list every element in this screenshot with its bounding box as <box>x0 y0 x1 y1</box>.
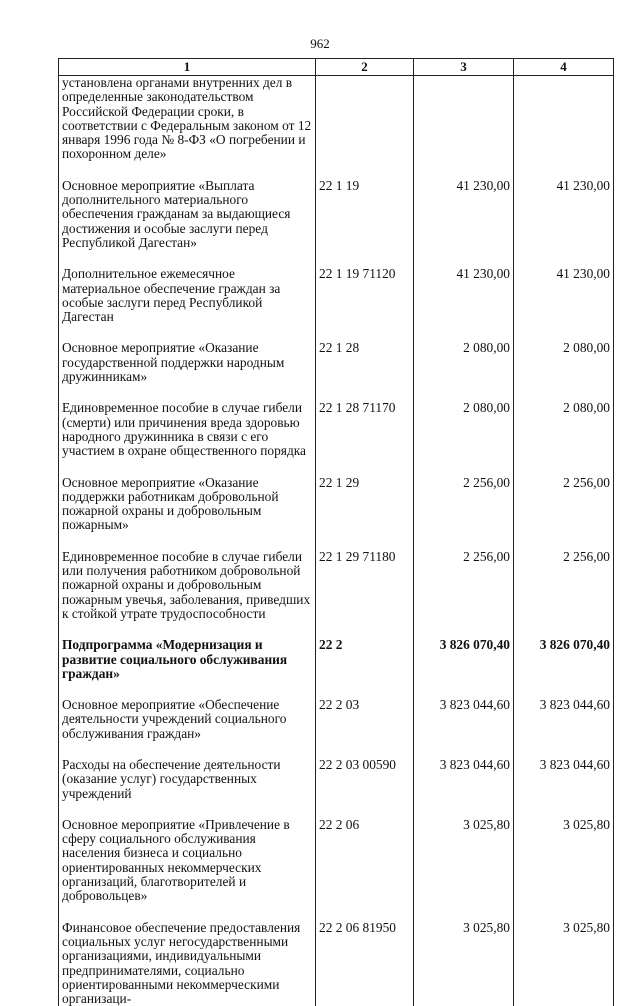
spacer-cell <box>316 459 414 476</box>
spacer-cell <box>59 801 316 818</box>
spacer-cell <box>514 459 614 476</box>
spacer-cell <box>59 533 316 550</box>
spacer-cell <box>514 162 614 179</box>
spacer-cell <box>316 324 414 341</box>
table-body <box>59 76 614 1006</box>
spacer-cell <box>59 384 316 401</box>
spacer-cell <box>414 384 514 401</box>
spacer-cell <box>514 801 614 818</box>
table-header-row <box>59 59 614 76</box>
row-amount-col4: 3 823 044,60 <box>514 758 614 801</box>
spacer-cell <box>316 741 414 758</box>
table-row <box>59 267 614 324</box>
row-name: Финансовое обеспечение предоставления социальных услуг негосударственными организациями, индивидуальными предпринимателями, социально ориентированными некоммерческими организаци- <box>59 921 316 1006</box>
spacer-cell <box>514 250 614 267</box>
spacer-cell <box>414 162 514 179</box>
spacer-cell <box>414 904 514 921</box>
spacer-cell <box>59 459 316 476</box>
row-amount-col3: 2 256,00 <box>414 476 514 533</box>
spacer-cell <box>59 741 316 758</box>
row-amount-col4: 41 230,00 <box>514 179 614 250</box>
row-name: Основное мероприятие «Обеспечение деятельности учреждений социального обслуживания граждан» <box>59 698 316 741</box>
spacer-cell <box>514 741 614 758</box>
row-spacer <box>59 459 614 476</box>
row-amount-col4: 3 826 070,40 <box>514 638 614 681</box>
table-row <box>59 550 614 621</box>
row-amount-col3: 3 025,80 <box>414 818 514 904</box>
table-row <box>59 341 614 384</box>
row-spacer <box>59 904 614 921</box>
row-spacer <box>59 324 614 341</box>
table-row <box>59 758 614 801</box>
table-row <box>59 921 614 1006</box>
row-name: Единовременное пособие в случае гибели (смерти) или причинения вреда здоровью народного дружинника в связи с его участием в охране общественного порядка <box>59 401 316 458</box>
spacer-cell <box>514 324 614 341</box>
table-row <box>59 401 614 458</box>
spacer-cell <box>316 162 414 179</box>
spacer-cell <box>414 250 514 267</box>
row-code: 22 2 06 <box>316 818 414 904</box>
table-row <box>59 698 614 741</box>
row-spacer <box>59 162 614 179</box>
row-name: установлена органами внутренних дел в определенные законодательством Российской Федерации сроки, в соответствии с Федеральным законом от 12 января 1996 года № 8-ФЗ «О погребении и похоронном деле» <box>59 76 316 162</box>
spacer-cell <box>316 621 414 638</box>
row-code: 22 1 29 71180 <box>316 550 414 621</box>
spacer-cell <box>514 384 614 401</box>
row-amount-col4: 3 025,80 <box>514 818 614 904</box>
row-amount-col4: 3 025,80 <box>514 921 614 1006</box>
spacer-cell <box>316 250 414 267</box>
spacer-cell <box>59 162 316 179</box>
spacer-cell <box>59 621 316 638</box>
row-name: Расходы на обеспечение деятельности (оказание услуг) государственных учреждений <box>59 758 316 801</box>
table-row <box>59 179 614 250</box>
row-spacer <box>59 250 614 267</box>
spacer-cell <box>414 621 514 638</box>
row-amount-col3: 3 823 044,60 <box>414 758 514 801</box>
spacer-cell <box>59 324 316 341</box>
row-amount-col3: 3 823 044,60 <box>414 698 514 741</box>
spacer-cell <box>316 384 414 401</box>
row-amount-col3: 2 080,00 <box>414 401 514 458</box>
row-name: Основное мероприятие «Привлечение в сферу социального обслуживания населения бизнеса и социально ориентированных некоммерческих организаций, благотворителей и добровольцев» <box>59 818 316 904</box>
spacer-cell <box>414 533 514 550</box>
row-code: 22 2 03 <box>316 698 414 741</box>
row-code: 22 2 06 81950 <box>316 921 414 1006</box>
column-header-2: 2 <box>316 59 414 76</box>
row-amount-col3: 2 080,00 <box>414 341 514 384</box>
column-header-4: 4 <box>514 59 614 76</box>
table-row <box>59 476 614 533</box>
row-amount-col3: 2 256,00 <box>414 550 514 621</box>
spacer-cell <box>514 904 614 921</box>
row-amount-col4: 3 823 044,60 <box>514 698 614 741</box>
spacer-cell <box>59 681 316 698</box>
column-header-1: 1 <box>59 59 316 76</box>
row-code: 22 1 28 <box>316 341 414 384</box>
row-code: 22 1 29 <box>316 476 414 533</box>
row-code: 22 1 28 71170 <box>316 401 414 458</box>
row-spacer <box>59 621 614 638</box>
row-code: 22 1 19 71120 <box>316 267 414 324</box>
row-amount-col3: 3 025,80 <box>414 921 514 1006</box>
spacer-cell <box>316 533 414 550</box>
row-spacer <box>59 533 614 550</box>
table-row <box>59 638 614 681</box>
spacer-cell <box>514 533 614 550</box>
row-amount-col3: 41 230,00 <box>414 267 514 324</box>
spacer-cell <box>316 681 414 698</box>
row-name: Основное мероприятие «Выплата дополнительного материального обеспечения гражданам за выдающиеся достижения и особые заслуги перед Республикой Дагестан» <box>59 179 316 250</box>
spacer-cell <box>316 904 414 921</box>
spacer-cell <box>59 250 316 267</box>
spacer-cell <box>414 801 514 818</box>
row-code: 22 2 <box>316 638 414 681</box>
row-spacer <box>59 384 614 401</box>
row-spacer <box>59 801 614 818</box>
row-amount-col4: 2 256,00 <box>514 550 614 621</box>
row-amount-col3 <box>414 76 514 162</box>
spacer-cell <box>514 681 614 698</box>
spacer-cell <box>414 681 514 698</box>
row-code: 22 2 03 00590 <box>316 758 414 801</box>
table-row <box>59 818 614 904</box>
row-name: Единовременное пособие в случае гибели или получения работником добровольной пожарной охраны и добровольным пожарным увечья, заболевания, приведших к стойкой утрате трудоспособности <box>59 550 316 621</box>
row-amount-col4: 41 230,00 <box>514 267 614 324</box>
row-amount-col4 <box>514 76 614 162</box>
column-header-3: 3 <box>414 59 514 76</box>
row-amount-col3: 3 826 070,40 <box>414 638 514 681</box>
row-spacer <box>59 741 614 758</box>
row-amount-col4: 2 256,00 <box>514 476 614 533</box>
table-row <box>59 76 614 162</box>
row-amount-col3: 41 230,00 <box>414 179 514 250</box>
spacer-cell <box>414 741 514 758</box>
row-amount-col4: 2 080,00 <box>514 341 614 384</box>
spacer-cell <box>414 324 514 341</box>
row-spacer <box>59 681 614 698</box>
budget-table <box>58 58 614 1006</box>
row-name: Основное мероприятие «Оказание государственной поддержки народным дружинникам» <box>59 341 316 384</box>
row-amount-col4: 2 080,00 <box>514 401 614 458</box>
row-name: Подпрограмма «Модернизация и развитие социального обслуживания граждан» <box>59 638 316 681</box>
spacer-cell <box>514 621 614 638</box>
spacer-cell <box>414 459 514 476</box>
spacer-cell <box>316 801 414 818</box>
row-code: 22 1 19 <box>316 179 414 250</box>
row-name: Дополнительное ежемесячное материальное обеспечение граждан за особые заслуги перед Республикой Дагестан <box>59 267 316 324</box>
row-code <box>316 76 414 162</box>
spacer-cell <box>59 904 316 921</box>
page-number: 962 <box>0 36 640 52</box>
row-name: Основное мероприятие «Оказание поддержки работникам добровольной пожарной охраны и добровольным пожарным» <box>59 476 316 533</box>
